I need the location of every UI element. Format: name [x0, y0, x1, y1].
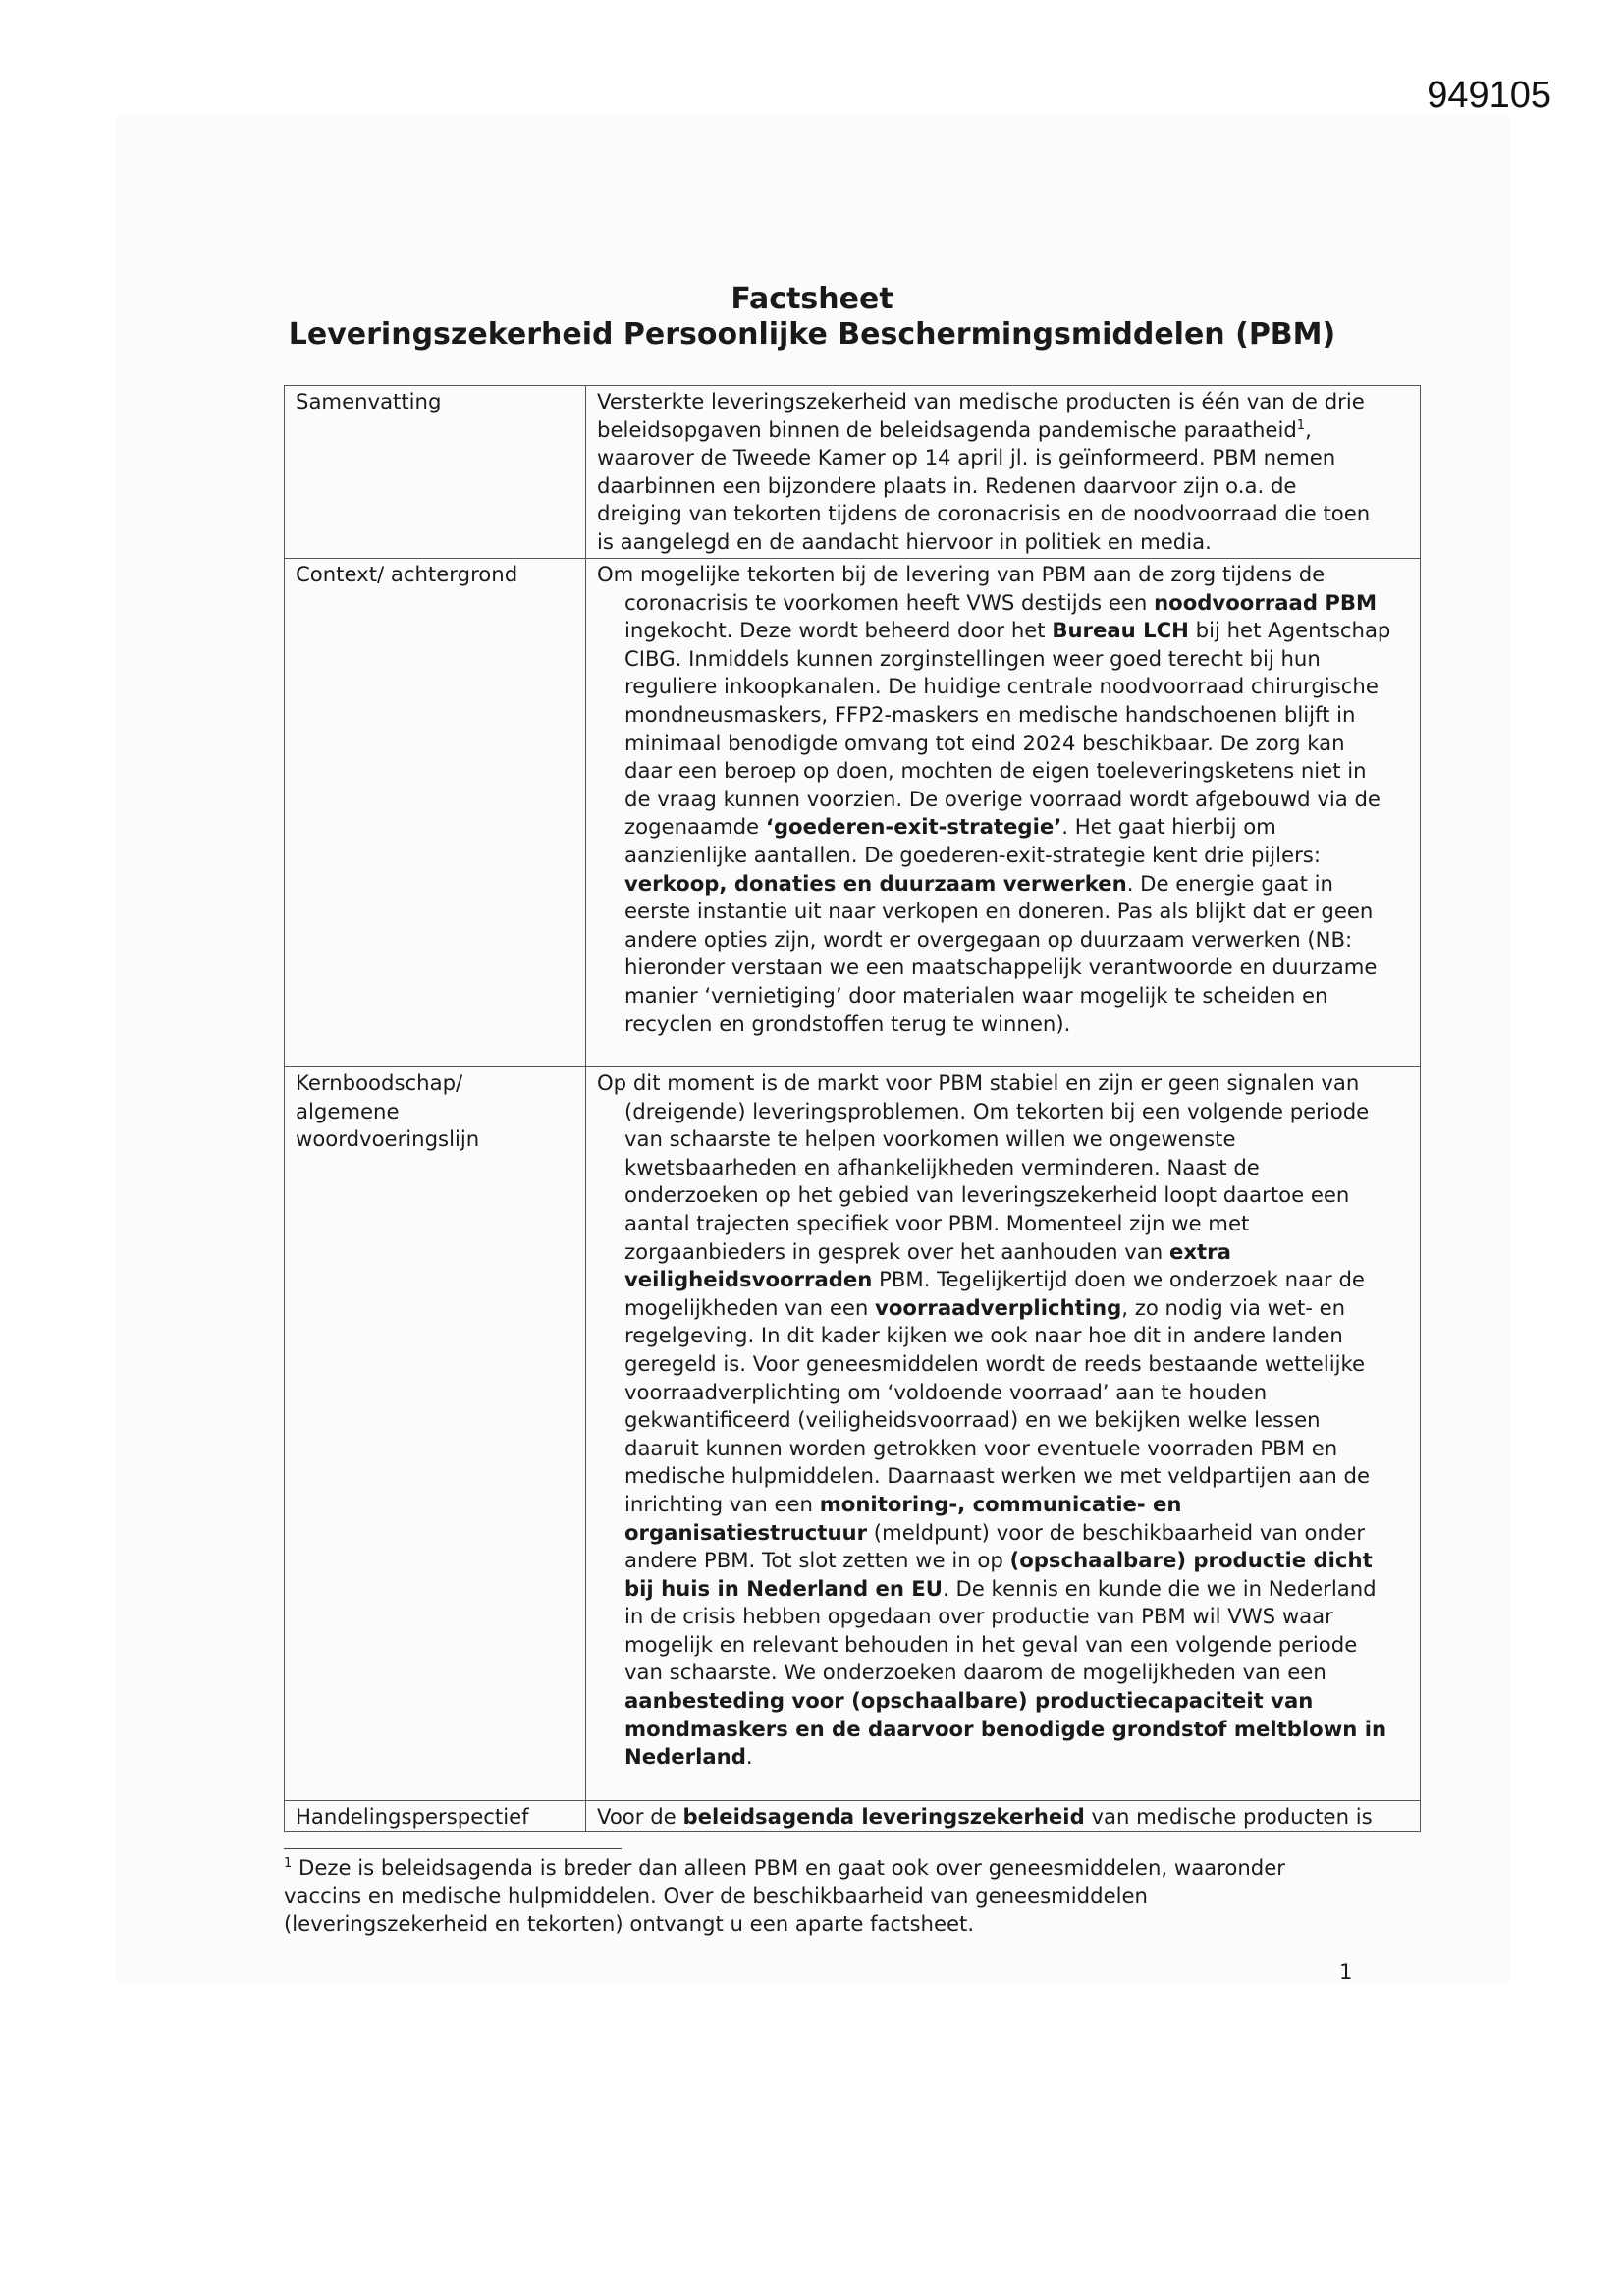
- footnote: [284, 1854, 1364, 1939]
- table-row-samenvatting: [285, 386, 1421, 559]
- row-label: Context/ achtergrond: [285, 559, 586, 1067]
- footnote-divider: [284, 1848, 622, 1849]
- text-segment: bij het Agentschap CIBG. Inmiddels kunnen zorginstellingen weer goed terecht bij hun reguliere inkoopkanalen. De huidige centrale noodvoorraad chirurgische mondneusmaskers, FFP2-maskers en medische handschoenen blijft in minimaal benodigde omvang tot eind 2024 beschikbaar. De zorg kan daar een beroep op doen, mochten de eigen toeleveringsketens niet in de vraag kunnen voorzien. De overige voorraad wordt afgebouwd via de zogenaamde: [624, 618, 1391, 840]
- page-number: 1: [1339, 1960, 1353, 1984]
- bold-text: aanbesteding voor (opschaalbare) productiecapaciteit van mondmaskers en de daarvoor benodigde grondstof meltblown in Nederland: [624, 1688, 1387, 1770]
- bold-text: voorraadverplichting: [875, 1294, 1122, 1320]
- row-label: Handelingsperspectief: [285, 1801, 586, 1832]
- bold-text: verkoop, donaties en duurzaam verwerken: [624, 870, 1127, 896]
- bold-text: noodvoorraad PBM: [1154, 589, 1378, 615]
- bold-text: beleidsagenda leveringszekerheid: [682, 1804, 1085, 1829]
- row-content: [586, 386, 1421, 559]
- text-segment: , zo nodig via wet- en regelgeving. In dit kader kijken we ook naar hoe dit in andere landen geregeld is. Voor geneesmiddelen wordt de reeds bestaande wettelijke voorraadverplichting om ‘voldoende voorraad’ aan te houden gekwantificeerd (veiligheidsvoorraad) en we bekijken welke lessen daaruit kunnen worden getrokken voor eventuele voorraden PBM en medische hulpmiddelen. Daarnaast werken we met veldpartijen aan de inrichting van een: [624, 1294, 1371, 1516]
- bold-text: (opschaalbare) productie dicht bij huis in Nederland en EU: [624, 1548, 1373, 1601]
- bold-text: ‘goederen-exit-strategie’: [765, 814, 1062, 840]
- factsheet-title: Factsheet: [731, 282, 893, 316]
- text-segment: van medische producten is: [1084, 1804, 1373, 1829]
- context-text: [597, 561, 1410, 1066]
- samenvatting-text: Versterkte leveringszekerheid van medische producten is één van de drie beleidsopgaven binnen de beleidsagenda pandemische paraatheid$^1$, waarover de Tweede Kamer op 14 april jl. is geïnformeerd. PBM nemen daarbinnen een bijzondere plaats in. Redenen daarvoor zijn o.a. de dreiging van tekorten tijdens de coronacrisis en de noodvoorraad die toen is aangelegd en de aandacht hiervoor in politiek en media.: [597, 389, 1371, 554]
- row-label: Kernboodschap/ algemene woordvoeringslijn: [285, 1067, 586, 1801]
- footnote-reference[interactable]: 1: [1296, 417, 1306, 433]
- table-row-handelingsperspectief: [285, 1801, 1421, 1832]
- row-content: [586, 1067, 1421, 1801]
- text-segment: Op dit moment is de markt voor PBM stabiel en zijn er geen signalen van (dreigende) leveringsproblemen. Om tekorten bij een volgende periode van schaarste te helpen voorkomen willen we ongewenste kwetsbaarheden en afhankelijkheden verminderen. Naast de onderzoeken op het gebied van leveringszekerheid loopt daartoe een aantal trajecten specifiek voor PBM. Momenteel zijn we met zorgaanbieders in gesprek over het aanhouden van: [597, 1070, 1370, 1264]
- footnote-marker: 1: [284, 1855, 293, 1871]
- factsheet-subtitle: Leveringszekerheid Persoonlijke Beschermingsmiddelen (PBM): [288, 317, 1336, 352]
- text-segment: Voor de: [597, 1804, 683, 1829]
- kernboodschap-text: [597, 1069, 1410, 1800]
- row-content: [586, 559, 1421, 1067]
- text-segment: ingekocht. Deze wordt beheerd door het: [624, 618, 1046, 643]
- factsheet-table: [284, 385, 1421, 1832]
- text-segment: (meldpunt) voor de beschikbaarheid van onder andere PBM. Tot slot zetten we in op: [624, 1519, 1366, 1573]
- document-number: 949105: [1427, 75, 1551, 116]
- handelingsperspectief-text: [597, 1803, 1410, 1831]
- bold-text: Bureau LCH: [1052, 618, 1189, 643]
- text-segment: Om mogelijke tekorten bij de levering van PBM aan de zorg tijdens de coronacrisis te voorkomen heeft VWS destijds een: [597, 562, 1326, 615]
- text-segment: . Het gaat hierbij om aanzienlijke aantallen. De goederen-exit-strategie kent drie pijlers:: [624, 814, 1321, 867]
- footnote-text: Deze is beleidsagenda is breder dan alleen PBM en gaat ook over geneesmiddelen, waaronder vaccins en medische hulpmiddelen. Over de beschikbaarheid van geneesmiddelen (leveringszekerheid en tekorten) ontvangt u een aparte factsheet.: [284, 1855, 1285, 1937]
- table-row-kernboodschap: [285, 1067, 1421, 1801]
- row-content: [586, 1801, 1421, 1832]
- text-segment: .: [745, 1744, 753, 1770]
- bold-text: extra veiligheidsvoorraden: [624, 1238, 1231, 1292]
- row-label: Samenvatting: [285, 386, 586, 559]
- text-segment: . De kennis en kunde die we in Nederland in de crisis hebben opgedaan over productie van PBM wil VWS waar mogelijk en relevant behouden in het geval van een volgende periode van schaarste. We onderzoeken daarom de mogelijkheden van een: [624, 1575, 1377, 1685]
- text-segment: . De energie gaat in eerste instantie uit naar verkopen en doneren. Pas als blijkt dat er geen andere opties zijn, wordt er overgegaan op duurzaam verwerken (NB: hieronder verstaan we een maatschappelijk verantwoorde en duurzame manier ‘vernietiging’ door materialen waar mogelijk te scheiden en recyclen en grondstoffen terug te winnen).: [624, 870, 1378, 1036]
- table-row-context: [285, 559, 1421, 1067]
- text-segment: PBM. Tegelijkertijd doen we onderzoek naar de mogelijkheden van een: [624, 1267, 1365, 1320]
- bold-text: monitoring-, communicatie- en organisatiestructuur: [624, 1491, 1182, 1545]
